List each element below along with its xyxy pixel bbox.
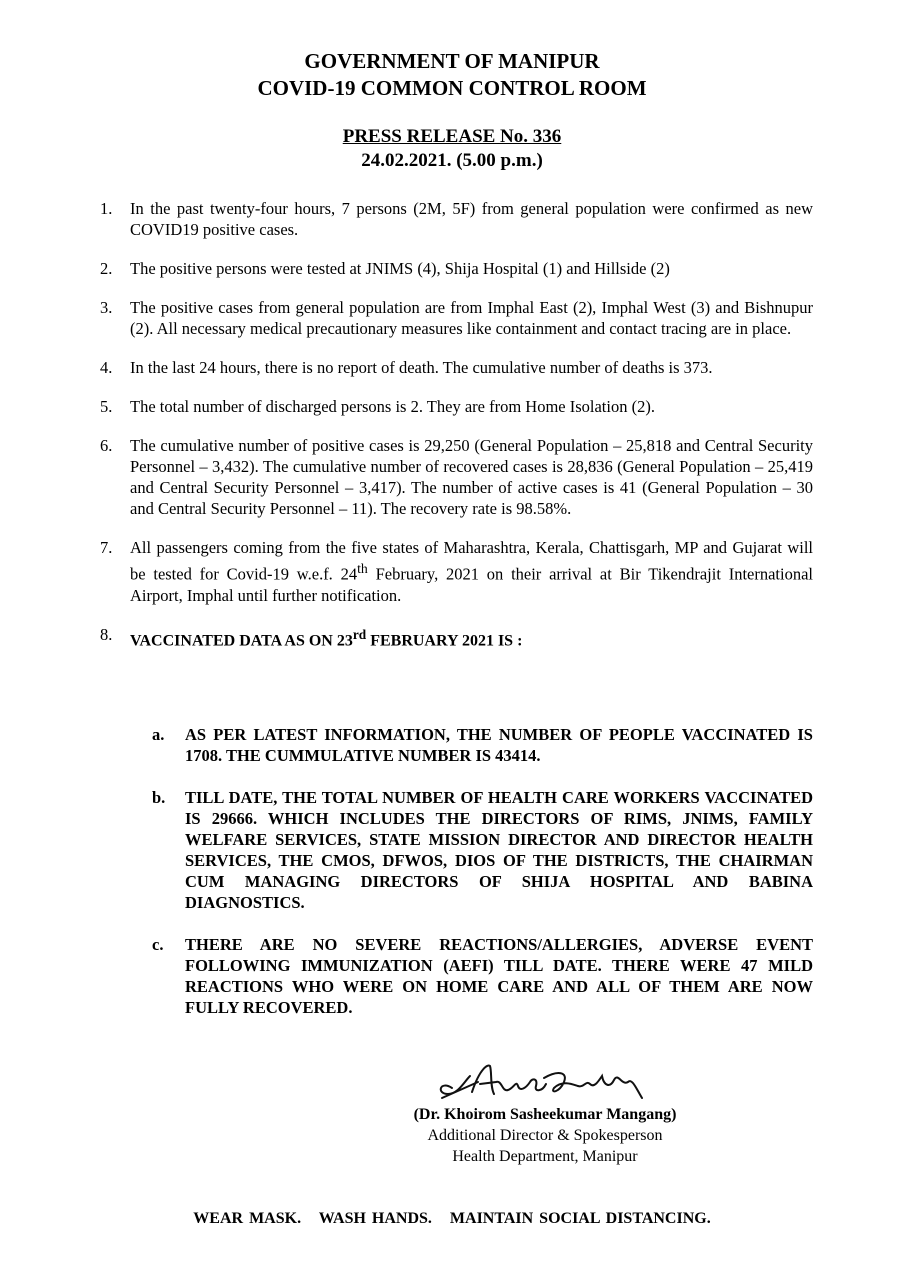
press-release-title: PRESS RELEASE No. 336 [342,126,562,147]
item-number: 4. [100,358,113,377]
header-control-room: COVID-19 COMMON CONTROL ROOM [257,76,647,100]
signatory-title: Additional Director & Spokesperson [427,1127,663,1144]
sublist-letter: b. [152,788,166,807]
signatory-department: Health Department, Manipur [452,1148,638,1165]
item-text: In the past twenty-four hours, 7 persons (2M, 5F) from general population were confirmed as new COVID19 positive cases. [130,199,813,239]
item-text-part: VACCINATED DATA AS ON 23 [130,631,353,649]
item-number: 3. [100,298,113,317]
item-number: 5. [100,397,113,416]
item-text: The total number of discharged persons is 2. They are from Home Isolation (2). [130,397,655,416]
item-number: 6. [100,436,113,455]
sublist-item [152,934,813,1018]
item-number: 7. [100,538,113,557]
vaccination-sublist [152,724,813,1039]
sublist-letter: a. [152,725,165,744]
numbered-list [100,198,813,669]
press-release-heading [0,125,904,173]
item-text-part: All passengers coming from the five states of Maharashtra, Kerala, Chattisgarh, MP and Gujarat will be tested for Covid-19 w.e.f. 24 [130,538,813,584]
sublist-text: TILL DATE, THE TOTAL NUMBER OF HEALTH CARE WORKERS VACCINATED IS 29666. WHICH INCLUDES THE DIRECTORS OF RIMS, JNIMS, FAMILY WELFARE SERVICES, STATE MISSION DIRECTOR AND DIRECTOR HEALTH SERVICES, THE CMOS, DFWOS, DIOS OF THE DISTRICTS, THE CHAIRMAN CUM MANAGING DIRECTORS OF SHIJA HOSPITAL AND BABINA DIAGNOSTICS. [185,788,813,912]
item-text-part: February, 2021 on their arrival at Bir Tikendrajit International Airport, Imphal until further notification. [130,564,813,605]
item-text: The cumulative number of positive cases is 29,250 (General Population – 25,818 and Central Security Personnel – 3,432). The cumulative number of recovered cases is 28,836 (General Population – 25,419 and Central Security Personnel – 3,417). The number of active cases is 41 (General Population – 30 and Central Security Personnel – 11). The recovery rate is 98.58%. [130,436,813,518]
item-text: The positive persons were tested at JNIMS (4), Shija Hospital (1) and Hillside (2) [130,259,670,278]
list-item [100,357,813,378]
item-number: 1. [100,199,113,218]
ordinal-suffix: th [357,561,368,576]
signature-block [380,1104,710,1167]
sublist-text: THERE ARE NO SEVERE REACTIONS/ALLERGIES, ADVERSE EVENT FOLLOWING IMMUNIZATION (AEFI) TILL DATE. THERE WERE 47 MILD REACTIONS WHO WERE ON HOME CARE AND ALL OF THEM ARE NOW FULLY RECOVERED. [185,935,813,1017]
item-text: In the last 24 hours, there is no report of death. The cumulative number of deaths is 373. [130,358,713,377]
list-item [100,297,813,339]
list-item [100,435,813,519]
ordinal-suffix: rd [352,626,367,642]
sublist-text: AS PER LATEST INFORMATION, THE NUMBER OF PEOPLE VACCINATED IS 1708. THE CUMMULATIVE NUMBER IS 43414. [185,725,813,765]
item-number: 2. [100,259,113,278]
footer-slogan: WEAR MASK. WASH HANDS. MAINTAIN SOCIAL DISTANCING. [193,1210,711,1227]
item-number: 8. [100,624,113,644]
list-item [100,396,813,417]
sublist-item [152,724,813,766]
header-government: GOVERNMENT OF MANIPUR [304,49,600,73]
list-item [100,537,813,606]
document-header [0,48,904,102]
handwritten-signature [432,1058,662,1106]
item-text [130,537,813,606]
item-text: The positive cases from general population are from Imphal East (2), Imphal West (3) and Bishnupur (2). All necessary medical precautionary measures like containment and contact tracing are in place. [130,298,813,338]
signatory-name: (Dr. Khoirom Sasheekumar Mangang) [413,1106,677,1123]
press-release-date: 24.02.2021. (5.00 p.m.) [361,150,543,171]
sublist-letter: c. [152,935,164,954]
item-text [130,624,813,651]
list-item-vaccination [100,624,813,651]
list-item [100,198,813,240]
sublist-item [152,787,813,913]
list-item [100,258,813,279]
item-text-part: FEBRUARY 2021 IS : [366,631,523,649]
